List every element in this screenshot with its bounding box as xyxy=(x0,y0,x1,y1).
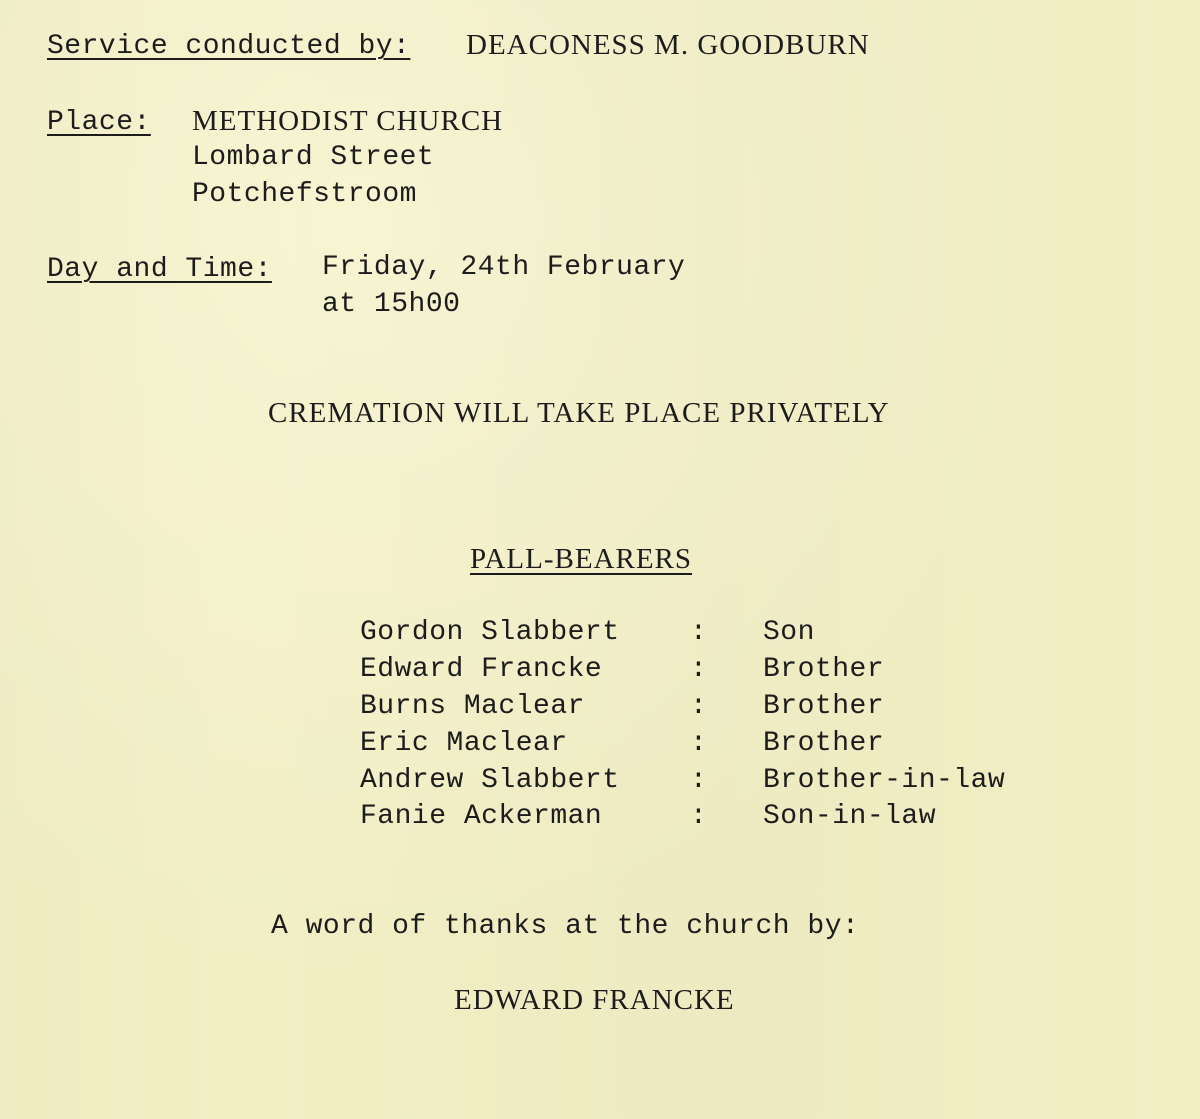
day-time-line-1: Friday, 24th February xyxy=(322,252,686,283)
cremation-note: CREMATION WILL TAKE PLACE PRIVATELY xyxy=(268,397,890,429)
pall-bearer-relation: Son xyxy=(763,617,815,648)
pall-bearer-relation: Brother xyxy=(763,728,885,759)
pall-bearer-relation: Brother xyxy=(763,691,885,722)
day-time-line-2: at 15h00 xyxy=(322,289,461,320)
pall-bearer-separator: : xyxy=(690,801,708,832)
service-label: Service conducted by: xyxy=(47,31,411,62)
pall-bearer-relation: Brother xyxy=(763,654,885,685)
pall-bearer-name: Burns Maclear xyxy=(360,691,585,722)
pall-bearer-name: Edward Francke xyxy=(360,654,603,685)
pall-bearers-heading: PALL-BEARERS xyxy=(470,543,693,575)
pall-bearer-relation: Brother-in-law xyxy=(763,765,1006,796)
pall-bearer-row xyxy=(360,653,1060,689)
pall-bearer-relation: Son-in-law xyxy=(763,801,937,832)
pall-bearer-separator: : xyxy=(690,691,708,722)
pall-bearer-name: Andrew Slabbert xyxy=(360,765,620,796)
place-line-2: Lombard Street xyxy=(192,142,435,173)
thanks-label: A word of thanks at the church by: xyxy=(271,911,860,942)
pall-bearer-separator: : xyxy=(690,728,708,759)
pall-bearer-name: Gordon Slabbert xyxy=(360,617,620,648)
place-label: Place: xyxy=(47,107,151,138)
pall-bearer-row xyxy=(360,764,1060,800)
day-time-label: Day and Time: xyxy=(47,254,272,285)
pall-bearer-separator: : xyxy=(690,654,708,685)
pall-bearer-row xyxy=(360,690,1060,726)
service-officiant: DEACONESS M. GOODBURN xyxy=(466,29,870,61)
pall-bearer-name: Eric Maclear xyxy=(360,728,568,759)
pall-bearer-row xyxy=(360,616,1060,652)
pall-bearer-row xyxy=(360,727,1060,763)
pall-bearer-name: Fanie Ackerman xyxy=(360,801,603,832)
pall-bearer-separator: : xyxy=(690,765,708,796)
thanks-speaker: EDWARD FRANCKE xyxy=(454,984,735,1016)
place-line-3: Potchefstroom xyxy=(192,179,417,210)
pall-bearer-row xyxy=(360,800,1060,836)
place-line-1: METHODIST CHURCH xyxy=(192,105,504,137)
pall-bearer-separator: : xyxy=(690,617,708,648)
